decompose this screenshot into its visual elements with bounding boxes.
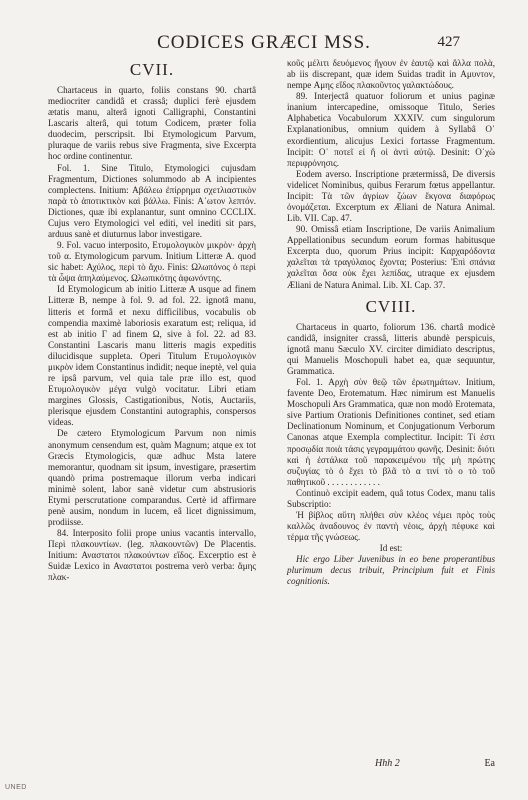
paragraph: Chartaceus in quarto, foliis constans 90. chartâ mediocriter candidâ et crassâ; duplici ferè ejusdem ætatis manu, alterâ ignoti Calligraphi, Constantini Lascaris alterâ, qui totum Codicem, præter folia duodecim, perscripsit. Ibi Etymologicum Parvum, pluraque de variis rebus sive Fragmenta, sive Excerpta hoc ordine continentur. [48, 85, 256, 162]
paragraph: De cætero Etymologicum Parvum non nimis anonymum censendum est, quàm Magnum; atque ex tot Græcis Etymologicis, quæ adhuc Msta latere memorantur, quodnam sit ipsum, investigare, præsertim quandò prima postremaque illorum verba indicari minimè solent, labor sanè videtur cum abstrusioris Etymi perscrutatione comparandus. Certè id affirmare penè ausim, nondum in lucem, eâ licet dignissimum, prodiisse. [48, 428, 256, 528]
page-number: 427 [437, 34, 460, 50]
catchword: Ea [484, 758, 495, 769]
left-column [48, 58, 256, 584]
paragraph: Continuò excipit eadem, quâ totus Codex, manu talis Subscriptio: [287, 487, 495, 509]
paragraph: Eodem averso. Inscriptione prætermissâ, De diversis videlicet Nominibus, quibus Ferarum fœtus appellantur. Incipit: Τὰ τῶν ἀγρίων ζώων ἔκγονα διαφόρως ὀνομάζεται. Excerptum ex Æliani de Natura Animal. Lib. VII. Cap. 47. [287, 168, 495, 224]
paragraph: 89. Interjectâ quatuor foliorum et unius paginæ inanium intercapedine, omissoque Titulo, Series Alphabetica Vocabulorum XXXIV. cum singulorum Explanationibus, omnium quidem à Syllabâ Ο᾽ exordientium, alicujus Lexici fortasse Fragmentum. Incipit: Ο᾽ ποτεῖ εἰ ἢ οἱ ἀντὶ αὐτῷ. Desinit: Ο᾽χὼ περιφρόνησις. [287, 91, 495, 168]
paragraph: κοῦς μέλιτι δευόμενος ἤγουν ἐν ἑαυτῷ καὶ ἄλλα πολὰ, ab iis discrepant, quæ idem Suidas tradit in Αμυντον, nempe Αμης εἴδος πλακοῦντος γαλακτώδους. [287, 58, 495, 91]
watermark: UNED [5, 784, 27, 791]
page-footer [287, 758, 495, 772]
paragraph: 90. Omissâ etiam Inscriptione, De variis Animalium Appellationibus secundum eorum formas habitusque Excerpta duo, quorum Prius incipit: Καρχαρόδοντα χαλεῖται τὰ τραγύλαιος ἔχοντα; Posterius: Ἐπὶ σπάνια χαλεῖται ὅσα οὐκ ἔχει λεπίδας, utraque ex ejusdem Æliani de Natura Animal. Lib. XI. Cap. 37. [287, 224, 495, 290]
signature-mark: Hhh 2 [375, 758, 400, 769]
paragraph-id-est: Id est: [379, 543, 403, 554]
paragraph: Fol. 1. Sine Titulo, Etymologici cujusdam Fragmentum, Dictiones solummodo ab A incipientes complectens. Initium: Αβάλεω ἐπίρρημα σχετλιαστικὸν παρὰ τὸ ἀποτικτικὸν καὶ βάλλω. Finis: Α᾽ωτον λεπτόν. Dictiones, quæ ibi explanantur, sunt omnino CCCLIX. Cujus vero Etymologici vel editi, vel inediti sit pars, arduus sanè et diuturnus labor investigare. [48, 162, 256, 240]
paragraph: 9. Fol. vacuo interposito, Ετυμολογικὸν μικρὸν· ἀρχὴ τοῦ α. Etymologicum parvum. Initium Litteræ A. quod sic habet: Αχύλος, περὶ τὸ ἄχυ. Finis: Ωλωπόνος ὁ περὶ τὰ ὦψα ἀπηλαύμενος. Ωλωπικότης ἀφωνόντης. [48, 240, 256, 284]
right-column [287, 58, 495, 588]
paragraph: 84. Interposito folii prope unius vacantis intervallo, Περὶ πλακουντίων. (leg. πλακουντῶν) De Placentis. Initium: Αναστατοι πλακούντων εἴδος. Excerptio est è Suidæ Lexico in Αναστατοι postrema verò verba: ἄμης πλακ- [48, 528, 256, 583]
paragraph: Fol. 1. Αρχὴ σὺν θεῷ τῶν ἐρωτημάτων. Initium, favente Deo, Erotematum. Hæc nimirum est Manuelis Moschopuli Ars Grammatica, quæ non modò Erotemata, sive Partium Orationis Definitiones continet, sed etiam Declinationum Nominum, et Conjugationum Verborum Canonas atque Exempla complectitur. Incipit: Τί ἐστι προσῳδία ποιὰ τάσις γεγραμμάτου φωνῆς. Desinit: διότι καὶ ἡ ἐστάλκα τοῦ παρακειμένου τῆς μὴ πρώτης συζυγίας τὸ ὁ ἔχει τὸ βλᾶ τὸ α τινί τὸ ο τὸ τοῦ παθητικοῦ . . . . . . . . . . . . [287, 377, 495, 487]
section-heading-cvii: CVII. [129, 60, 175, 79]
paragraph: Id Etymologicum ab initio Litteræ A usque ad finem Litteræ B, nempe à fol. 9. ad fol. 22. ignotâ manu, litteris et formâ et nexu difficilibus, vocabulis ob compendia maximè laboriosis exaratum est; reliqua, id est ab initio Γ ad finem Ω, sive à fol. 22. ad 83. Constantini Lascaris manu litteris magis expeditis dilucidisque suppleta. Operi Titulum Ετυμολογικὸν μικρὸν idem Constantinus indidit; neque ineptè, vel quia re ipsâ parvum, vel quia tale præ illo est, quod Ετυμολογικὸν μέγα vulgò vocitatur. Libri etiam margines Glossis, Castigationibus, Notis, Auctariis, plerisque ejusdem Constantini autographis, conspersos videas. [48, 284, 256, 428]
paragraph: Chartaceus in quarto, foliorum 136. chartâ modicè candidâ, insigniter crassâ, litteris abundè perspicuis, ignotâ manu Sæculo XV. circiter dimidiato descriptus, qui Manuelis Moschopuli habet ea, quæ sequuntur, Grammatica. [287, 321, 495, 376]
page-title: CODICES GRÆCI MSS. [157, 32, 371, 53]
running-head [0, 30, 528, 56]
greek-subscription: Ἡ βίβλος αὕτη πλήθει σὺν κλέος νέμει πρὸς τοὺς καλλῶς ἀναδουνος ἐν παντὴ νέοις, ἀρχὴ πέφυκε καὶ τέρμα τῆς γνώσεως. [287, 509, 495, 543]
section-heading-cviii: CVIII. [365, 296, 417, 316]
latin-translation: Hic ergo Liber Juvenibus in eo bene properantibus plurimum decus tribuit, Principium fuit et Finis cognitionis. [287, 554, 495, 587]
